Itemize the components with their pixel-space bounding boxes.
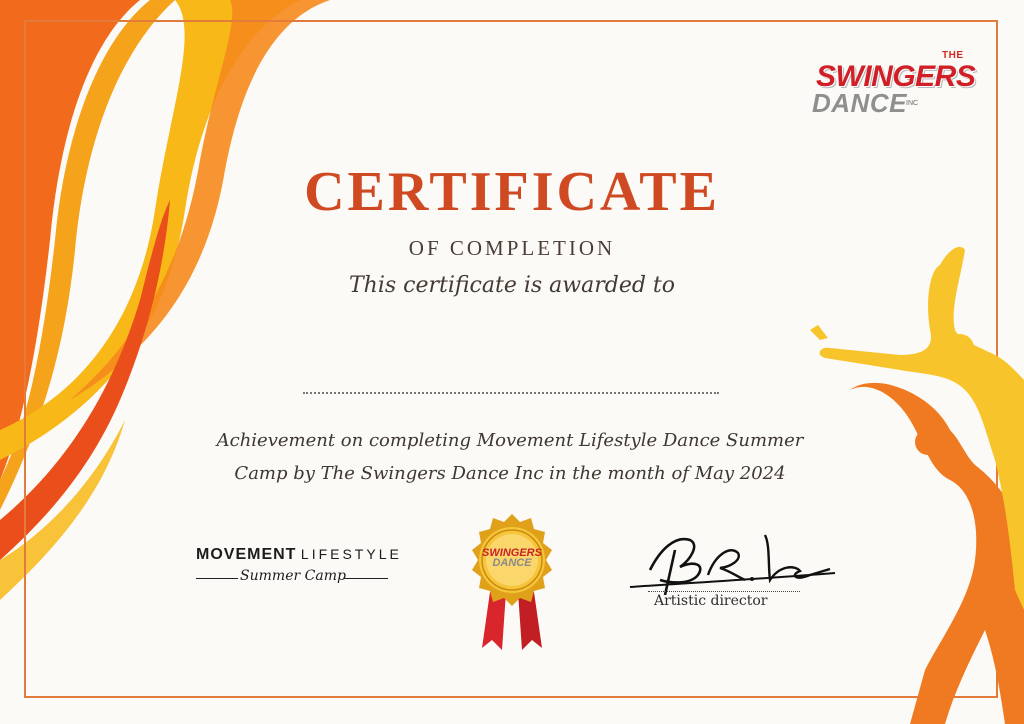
- gold-seal-icon: [462, 510, 562, 655]
- description-line-1: Achievement on completing Movement Lifestyle Dance Summer: [216, 430, 804, 451]
- movement-lifestyle-logo: [196, 546, 402, 596]
- movement-logo-rule-right: [344, 578, 388, 579]
- achievement-description: [200, 424, 820, 490]
- logo-inc: INC: [906, 100, 919, 107]
- movement-logo-bold: MOVEMENT: [196, 546, 297, 563]
- certificate-title: CERTIFICATE: [304, 161, 720, 223]
- signature-role: Artistic director: [654, 593, 768, 609]
- signature-line: [648, 591, 800, 592]
- movement-logo-script: Summer Camp: [240, 568, 346, 584]
- certificate-subtitle: OF COMPLETION: [408, 236, 616, 260]
- movement-logo-thin: LIFESTYLE: [300, 546, 402, 562]
- awarded-line: This certificate is awarded to: [348, 273, 676, 298]
- dancers-silhouette-illustration: [800, 230, 1024, 724]
- logo-the: THE: [942, 50, 964, 61]
- recipient-name-line: [303, 392, 719, 394]
- description-line-2: Camp by The Swingers Dance Inc in the month of May 2024: [234, 463, 786, 484]
- seal-logo-text: SWINGERS DANCE: [482, 547, 542, 569]
- logo-dance: DANCE: [812, 88, 907, 118]
- logo-swingers: SWINGERS: [816, 60, 976, 93]
- swingers-dance-logo: [806, 50, 976, 120]
